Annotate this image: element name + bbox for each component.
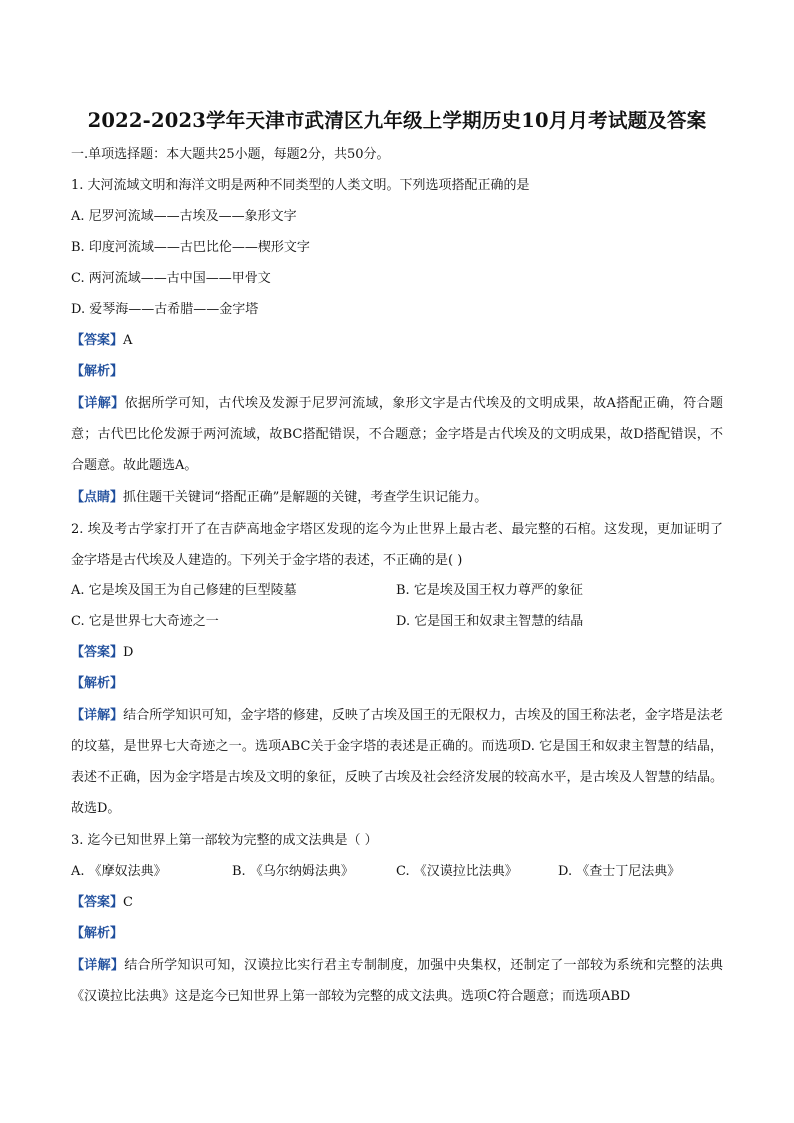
question-3-answer bbox=[71, 894, 133, 912]
answer-label: 【答案】 bbox=[71, 333, 124, 348]
point-label: 【点睛】 bbox=[71, 490, 124, 505]
question-2-analysis-label bbox=[71, 675, 123, 693]
answer-value: C bbox=[123, 895, 133, 910]
question-1-option-d: D. 爱琴海——古希腊——金字塔 bbox=[71, 302, 259, 317]
question-2-detail bbox=[71, 700, 723, 824]
question-2-option-b: B. 它是埃及国王权力尊严的象征 bbox=[396, 583, 583, 598]
question-1-detail bbox=[71, 388, 723, 481]
answer-label: 【答案】 bbox=[71, 895, 124, 910]
question-2-stem: 2. 埃及考古学家打开了在吉萨高地金字塔区发现的迄今为止世界上最古老、最完整的石棺。这发现，更加证明了金字塔是古代埃及人建造的。下列关于金字塔的表述，不正确的是( ) bbox=[71, 522, 723, 568]
question-2-option-c: C. 它是世界七大奇迹之一 bbox=[71, 614, 219, 629]
question-1-option-b: B. 印度河流域——古巴比伦——楔形文字 bbox=[71, 240, 310, 255]
detail-label: 【详解】 bbox=[71, 958, 125, 973]
question-3-stem: 3. 迄今已知世界上第一部较为完整的成文法典是（ ） bbox=[71, 833, 378, 848]
answer-label: 【答案】 bbox=[71, 645, 124, 660]
detail-text: 结合所学知识可知，金字塔的修建，反映了古埃及国王的无限权力，古埃及的国王称法老，金字塔是法老的坟墓，是世界七大奇迹之一。选项ABC关于金字塔的表述是正确的。而选项D. 它是国王和奴隶主智慧的结晶，表述不正确，因为金字塔是古埃及文明的象征，反映了古埃及社会经济发展的较高水平，是古埃及人智慧的结晶。故选D。 bbox=[71, 708, 723, 816]
question-1-option-c: C. 两河流域——古中国——甲骨文 bbox=[71, 271, 271, 286]
analysis-label: 【解析】 bbox=[71, 676, 124, 691]
question-2-option-a: A. 它是埃及国王为自己修建的巨型陵墓 bbox=[71, 583, 297, 598]
question-1-analysis-label bbox=[71, 363, 123, 381]
question-3-option-c: C. 《汉谟拉比法典》 bbox=[396, 864, 518, 879]
question-1-stem: 1. 大河流域文明和海洋文明是两种不同类型的人类文明。下列选项搭配正确的是 bbox=[71, 178, 530, 193]
question-3-option-d: D. 《查士丁尼法典》 bbox=[558, 864, 681, 879]
answer-value: A bbox=[123, 333, 133, 348]
analysis-label: 【解析】 bbox=[71, 364, 124, 379]
document-title: 2022-2023学年天津市武清区九年级上学期历史10月月考试题及答案 bbox=[87, 109, 707, 132]
detail-text: 结合所学知识可知，汉谟拉比实行君主专制制度，加强中央集权，还制定了一部较为系统和完整的法典《汉谟拉比法典》这是迄今已知世界上第一部较为完整的成文法典。选项C符合题意；而选项ABD bbox=[71, 958, 723, 1004]
detail-text: 依据所学可知，古代埃及发源于尼罗河流域，象形文字是古代埃及的文明成果，故A搭配正确，符合题意；古代巴比伦发源于两河流域，故BC搭配错误，不合题意；金字塔是古代埃及的文明成果，故D搭配错误，不合题意。故此题选A。 bbox=[71, 396, 723, 473]
analysis-label: 【解析】 bbox=[71, 926, 124, 941]
section-heading: 一.单项选择题：本大题共25小题，每题2分，共50分。 bbox=[71, 147, 390, 162]
answer-value: D bbox=[123, 645, 134, 660]
detail-label: 【详解】 bbox=[71, 708, 124, 723]
question-1-option-a: A. 尼罗河流域——古埃及——象形文字 bbox=[71, 209, 297, 224]
question-2-answer bbox=[71, 644, 133, 662]
detail-label: 【详解】 bbox=[71, 396, 125, 411]
question-2-option-d: D. 它是国王和奴隶主智慧的结晶 bbox=[396, 614, 584, 629]
question-3-detail bbox=[71, 950, 723, 1012]
question-3-option-b: B. 《乌尔纳姆法典》 bbox=[232, 864, 354, 879]
question-1-answer bbox=[71, 332, 132, 350]
point-text: 抓住题干关键词“搭配正确”是解题的关键，考查学生识记能力。 bbox=[123, 490, 488, 505]
question-1-point bbox=[71, 489, 487, 507]
question-3-analysis-label bbox=[71, 925, 123, 943]
question-3-option-a: A. 《摩奴法典》 bbox=[71, 864, 167, 879]
